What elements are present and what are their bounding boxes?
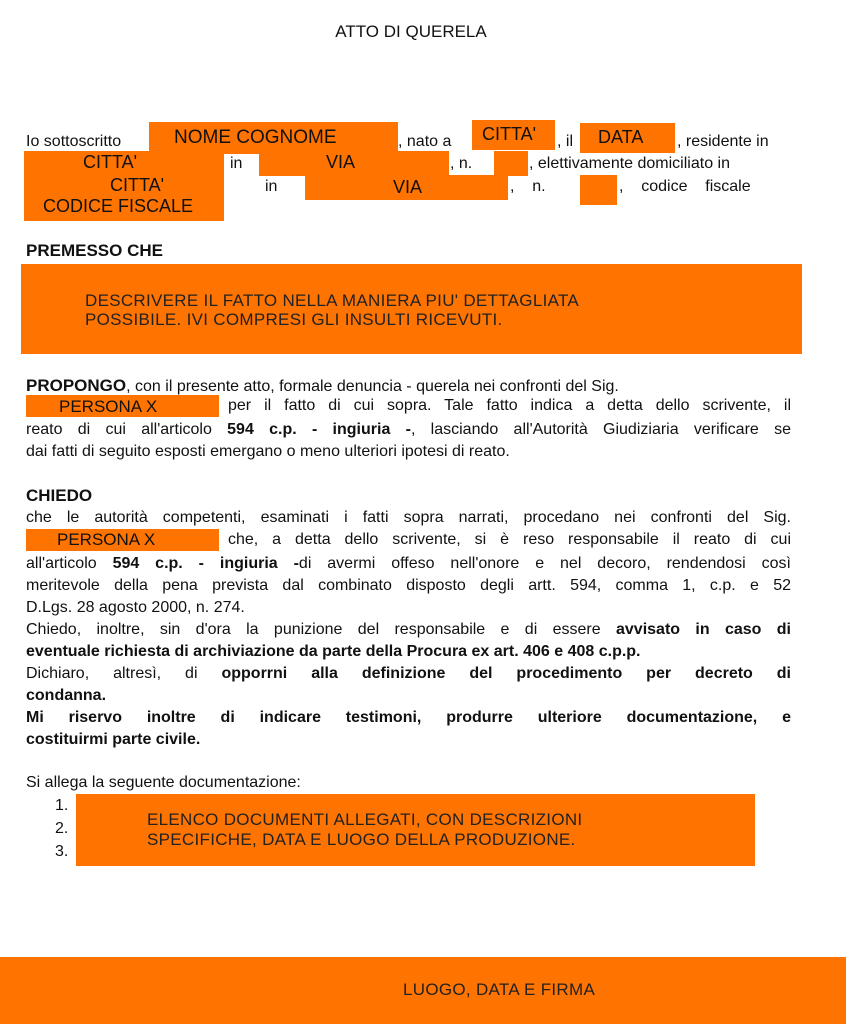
chiedo-line-4: meritevole della pena prevista dal combinato disposto degli artt. 594, comma 1, c.p. e 52 — [26, 577, 791, 594]
propongo-line-1-rest: , con il presente atto, formale denuncia - querela nei confronti del Sig. — [126, 378, 619, 395]
intro-io-sottoscritto: Io sottoscritto — [26, 133, 122, 150]
chiedo-line-7: eventuale richiesta di archiviazione da parte della Procura ex art. 406 e 408 c.p.p. — [26, 643, 641, 660]
propongo-line-2-rest: per il fatto di cui sopra. Tale fatto indica a detta dello scrivente, il — [228, 397, 791, 414]
chiedo-heading: CHIEDO — [26, 486, 93, 505]
chiedo-line-10: Mi riservo inoltre di indicare testimoni, produrre ulteriore documentazione, e — [26, 709, 791, 726]
intro-residente-in: , residente in — [677, 133, 769, 150]
numero-1-field — [494, 151, 528, 176]
propongo-line-3 — [26, 419, 791, 440]
chiedo-line-8 — [26, 663, 791, 684]
chiedo-line-3 — [26, 553, 791, 574]
propongo-article: 594 c.p. - ingiuria - — [227, 421, 411, 438]
chiedo-line-3-a: all'articolo — [26, 555, 97, 572]
intro-il: , il — [557, 133, 573, 150]
intro-n-1: , n. — [450, 155, 473, 172]
citta-domicilio-text: CITTA' — [110, 175, 165, 195]
premesso-heading: PREMESSO CHE — [26, 241, 163, 260]
chiedo-line-1: che le autorità competenti, esaminati i fatti sopra narrati, procedano nei confronti del Sig. — [26, 509, 791, 526]
intro-n-2: , n. — [510, 178, 546, 195]
citta-nascita-text: CITTA' — [482, 124, 537, 144]
propongo-persona-text: PERSONA X — [59, 397, 158, 416]
chiedo-line-8-a: Dichiaro, altresì, di — [26, 665, 198, 682]
chiedo-line-6 — [26, 619, 791, 640]
chiedo-article: 594 c.p. - ingiuria - — [112, 555, 299, 572]
codice-fiscale-text: CODICE FISCALE — [43, 196, 194, 216]
chiedo-line-6-a: Chiedo, inoltre, sin d'ora la punizione del responsabile e di essere — [26, 621, 601, 638]
nome-cognome-text: NOME COGNOME — [174, 127, 337, 148]
via-1-text: VIA — [326, 152, 356, 172]
intro-nato-a: , nato a — [398, 133, 452, 150]
allegati-number-3: 3. — [55, 843, 69, 860]
data-text: DATA — [598, 127, 644, 147]
intro-in-2: in — [265, 178, 278, 195]
via-2-text: VIA — [393, 177, 423, 197]
chiedo-line-11: costituirmi parte civile. — [26, 731, 201, 748]
numero-2-field — [580, 175, 617, 205]
chiedo-line-8-b: opporrni alla definizione del procedimento per decreto di — [221, 665, 791, 682]
propongo-line-1 — [26, 375, 791, 396]
propongo-line-4: dai fatti di seguito esposti emergano o meno ulteriori ipotesi di reato. — [26, 443, 510, 460]
propongo-bold: PROPONGO — [26, 376, 127, 395]
allegati-box-line-2: SPECIFICHE, DATA E LUOGO DELLA PRODUZIONE. — [147, 830, 576, 849]
allegati-intro: Si allega la seguente documentazione: — [26, 774, 301, 791]
intro-elettivamente: , elettivamente domiciliato in — [529, 155, 730, 172]
allegati-box-line-1: ELENCO DOCUMENTI ALLEGATI, CON DESCRIZIONI — [147, 810, 583, 829]
chiedo-line-5: D.Lgs. 28 agosto 2000, n. 274. — [26, 599, 245, 616]
chiedo-persona-text: PERSONA X — [57, 530, 156, 549]
propongo-line-3-a: reato di cui all'articolo — [26, 421, 212, 438]
chiedo-line-6-b: avvisato in caso di — [616, 621, 792, 638]
intro-codice-fiscale-label: , codice fiscale — [619, 178, 751, 195]
premesso-box-line-2: POSSIBILE. IVI COMPRESI GLI INSULTI RICEVUTI. — [85, 310, 503, 329]
propongo-line-3-c: , lasciando all'Autorità Giudiziaria verificare se — [410, 421, 791, 438]
footer-signature-text: LUOGO, DATA E FIRMA — [403, 980, 596, 999]
chiedo-line-3-c: di avermi offeso nell'onore e nel decoro, rendendosi così — [298, 555, 791, 572]
chiedo-line-9: condanna. — [26, 687, 107, 704]
chiedo-line-2-rest: che, a detta dello scrivente, si è reso responsabile il reato di cui — [228, 531, 791, 548]
intro-in-1: in — [230, 155, 243, 172]
premesso-box-line-1: DESCRIVERE IL FATTO NELLA MANIERA PIU' DETTAGLIATA — [85, 291, 580, 310]
citta-residenza-text: CITTA' — [83, 152, 138, 172]
document-title: ATTO DI QUERELA — [335, 22, 487, 41]
allegati-number-2: 2. — [55, 820, 69, 837]
allegati-number-1: 1. — [55, 797, 69, 814]
